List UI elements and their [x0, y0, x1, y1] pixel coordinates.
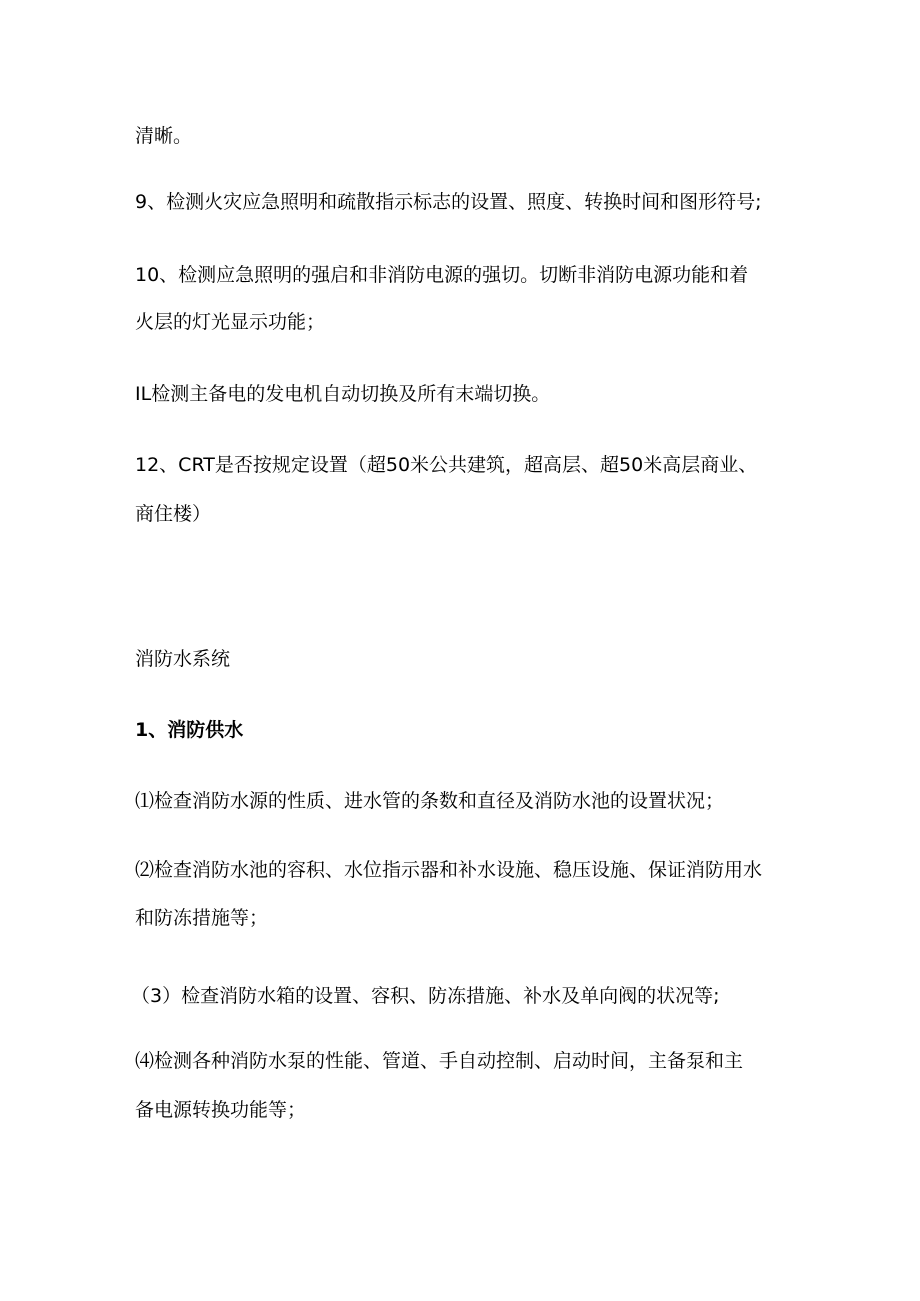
list-item-3: （3）检查消防水箱的设置、容积、防冻措施、补水及单向阀的状况等; [131, 985, 720, 1007]
text-line-item-12: 12、CRT是否按规定设置（超50米公共建筑，超高层、超50米高层商业、 [135, 454, 758, 476]
text-line-item-11: IL检测主备电的发电机自动切换及所有末端切换。 [135, 383, 551, 405]
list-item-2-cont: 和防冻措施等； [135, 907, 269, 929]
list-item-1: ⑴检查消防水源的性质、进水管的条数和直径及消防水池的设置状况； [135, 790, 725, 812]
text-line-clear: 清晰。 [135, 125, 193, 147]
text-line-item-12-cont: 商住楼） [135, 503, 212, 525]
subsection-title: 1、消防供水 [135, 719, 244, 741]
text-line-item-9: 9、检测火灾应急照明和疏散指示标志的设置、照度、转换时间和图形符号; [135, 191, 762, 213]
section-title: 消防水系统 [135, 648, 231, 670]
text-line-item-10-cont: 火层的灯光显示功能； [135, 311, 326, 333]
list-item-4-cont: 备电源转换功能等； [135, 1099, 307, 1121]
list-item-4: ⑷检测各种消防水泵的性能、管道、手自动控制、启动时间，主备泵和主 [135, 1050, 744, 1072]
text-line-item-10: 10、检测应急照明的强启和非消防电源的强切。切断非消防电源功能和着 [135, 264, 749, 286]
list-item-2: ⑵检查消防水池的容积、水位指示器和补水设施、稳压设施、保证消防用水 [135, 859, 763, 881]
